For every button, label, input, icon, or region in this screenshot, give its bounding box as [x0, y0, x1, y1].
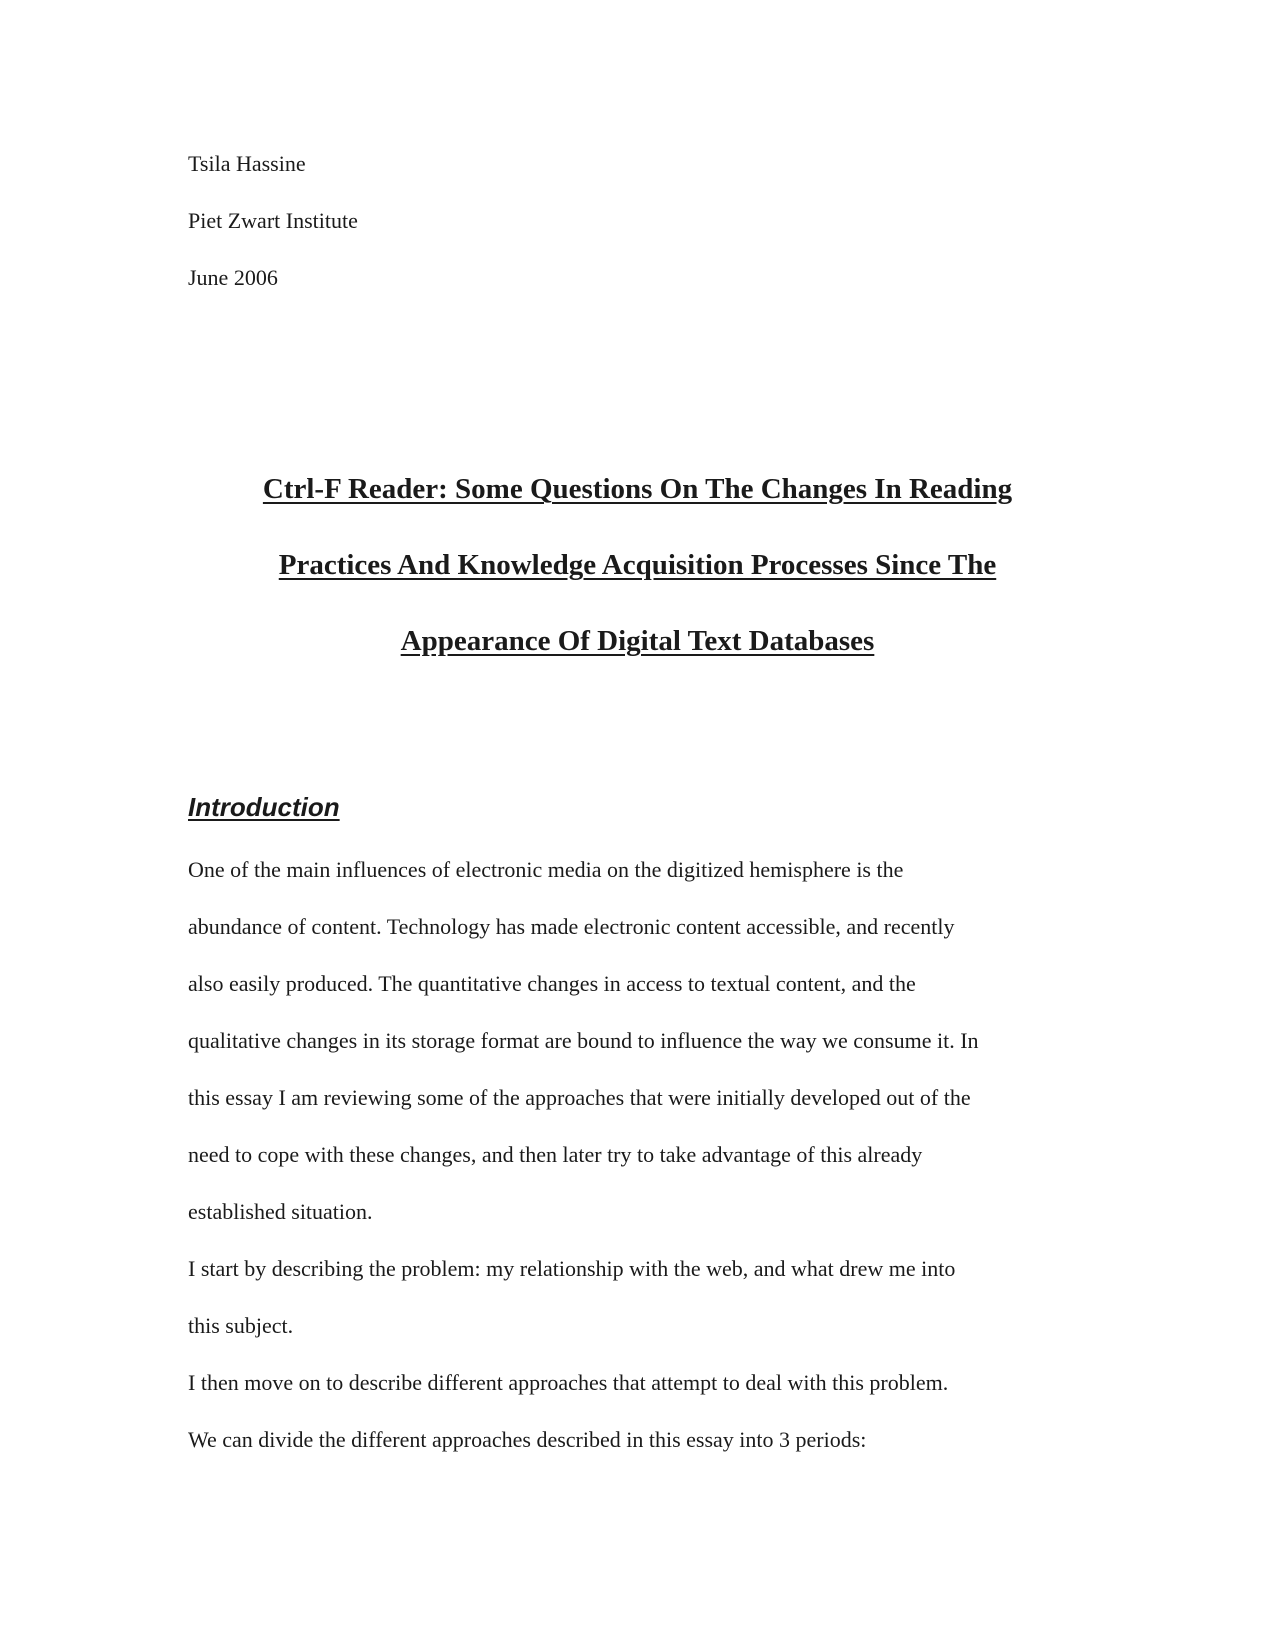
paragraph-line: established situation.: [188, 1199, 373, 1224]
section-heading-introduction: Introduction: [188, 792, 340, 822]
title-line-3: Appearance Of Digital Text Databases: [400, 625, 875, 657]
paragraph-line: this subject.: [188, 1313, 294, 1338]
author-name: Tsila Hassine: [188, 151, 306, 176]
paragraph-line: also easily produced. The quantitative changes in access to textual content, and the: [188, 971, 916, 996]
paragraph-line: I start by describing the problem: my relationship with the web, and what drew me into: [188, 1256, 956, 1281]
paragraph-line: We can divide the different approaches described in this essay into 3 periods:: [188, 1427, 867, 1452]
institution-name: Piet Zwart Institute: [188, 208, 358, 233]
paragraph-line: this essay I am reviewing some of the approaches that were initially developed out of the: [188, 1085, 971, 1110]
title-line-1: Ctrl-F Reader: Some Questions On The Changes In Reading: [262, 473, 1013, 505]
paragraph-line: abundance of content. Technology has made electronic content accessible, and recently: [188, 914, 955, 939]
paragraph-line: qualitative changes in its storage format are bound to influence the way we consume it. In: [188, 1028, 979, 1053]
paragraph-line: One of the main influences of electronic media on the digitized hemisphere is the: [188, 857, 904, 882]
document-date: June 2006: [188, 265, 278, 290]
title-line-2: Practices And Knowledge Acquisition Processes Since The: [278, 549, 997, 581]
paragraph-line: I then move on to describe different approaches that attempt to deal with this problem.: [188, 1370, 949, 1395]
paragraph-line: need to cope with these changes, and then later try to take advantage of this already: [188, 1142, 923, 1167]
